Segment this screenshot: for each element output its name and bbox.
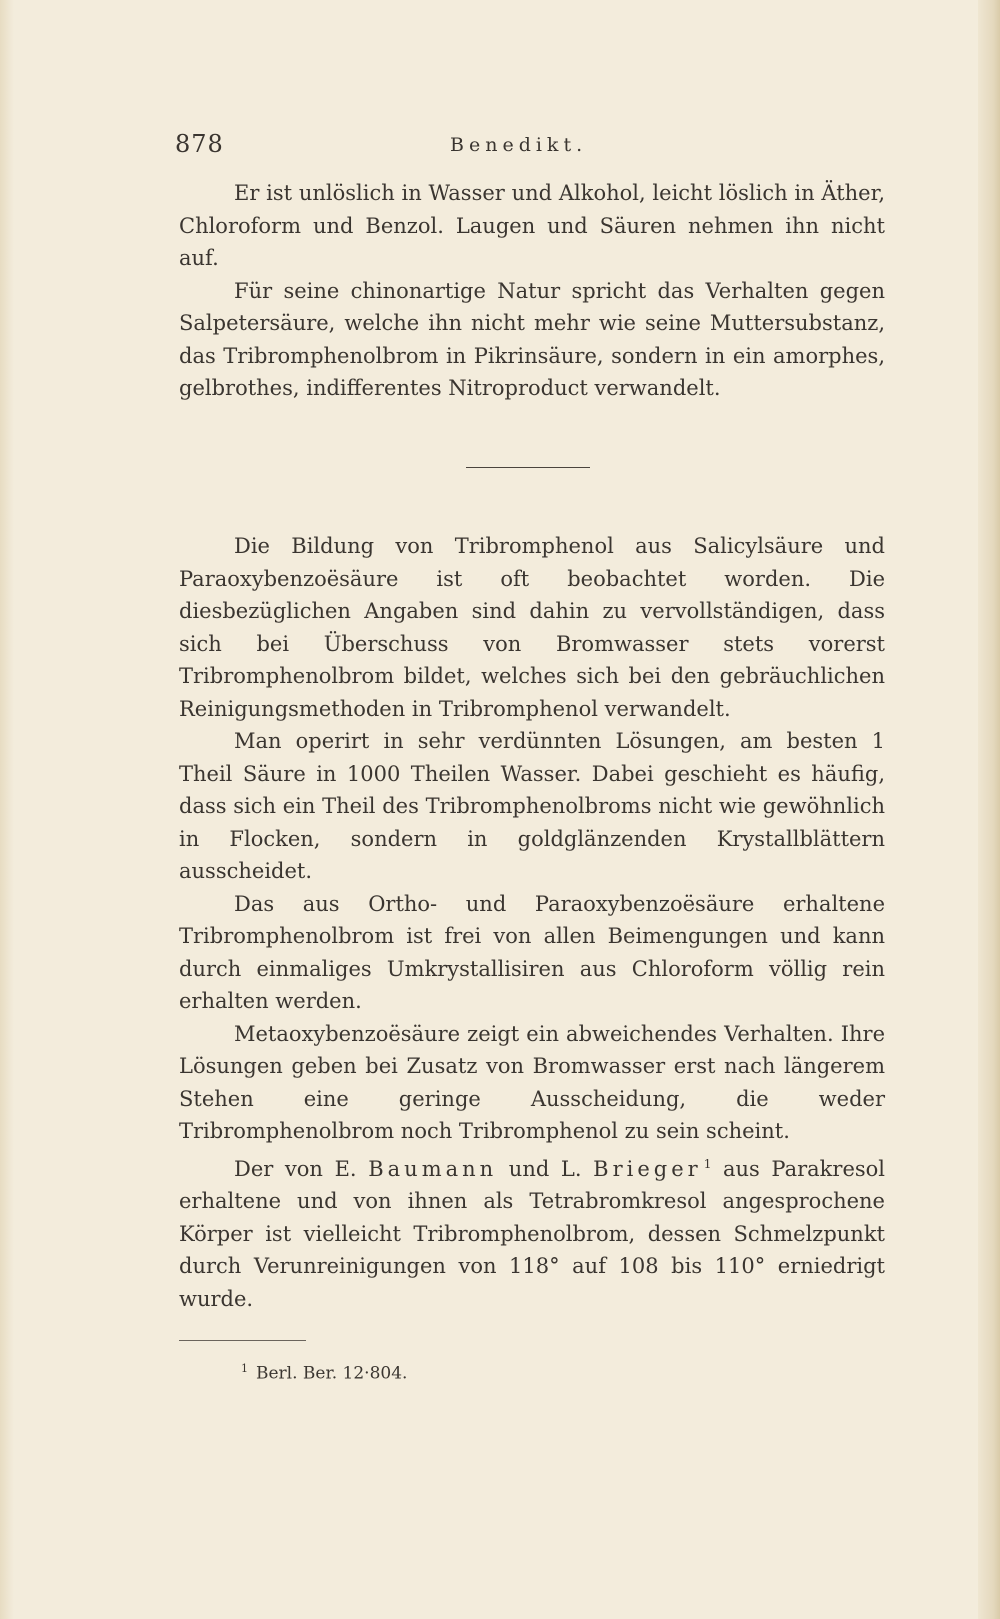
paragraph-last bbox=[179, 1148, 885, 1316]
author-name: Brieger bbox=[593, 1156, 702, 1181]
text-run: Der von E. bbox=[234, 1156, 369, 1181]
footnote bbox=[241, 1362, 407, 1384]
page-number: 878 bbox=[175, 130, 224, 158]
paragraph: Die Bildung von Tribromphenol aus Salicylsäure und Paraoxybenzoësäure ist oft beobachtet worden. Die diesbezüglichen Angaben sind dahin zu vervollständigen, dass sich bei Überschuss von Bromwasser stets vorerst Tribromphenolbrom bildet, welches sich bei den gebräuchlichen Reinigungsmethoden in Tribromphenol verwandelt. bbox=[179, 534, 885, 721]
paragraph: Metaoxybenzoësäure zeigt ein abweichendes Verhalten. Ihre Lösungen geben bei Zusatz von Bromwasser erst nach längerem Stehen eine geringe Ausscheidung, die weder Tribromphenolbrom noch Tribromphenol zu sein scheint. bbox=[179, 1021, 885, 1143]
footnote-mark: 1 bbox=[241, 1362, 248, 1375]
footnote-text: Berl. Ber. 12·804. bbox=[256, 1363, 408, 1384]
page-header bbox=[175, 130, 885, 166]
text-run: aus Parakresol erhaltene und von ihnen als Tetrabromkresol angesprochene Körper ist vielleicht Tribromphenolbrom, dessen Schmelzpunkt durch Verunreinigungen von 118° auf 108 bis 110° erniedrigt wurde. bbox=[179, 1156, 886, 1311]
page-right-edge bbox=[978, 0, 1000, 1619]
main-section bbox=[179, 530, 885, 1315]
footnote-reference[interactable]: 1 bbox=[703, 1156, 712, 1171]
paragraph: Für seine chinonartige Natur spricht das Verhalten gegen Salpetersäure, welche ihn nicht mehr wie seine Muttersubstanz, das Tribromphenolbrom in Pikrinsäure, sondern in ein amorphes, gelbrothes, indifferentes Nitroproduct verwandelt. bbox=[179, 278, 885, 400]
paragraph: Das aus Ortho- und Paraoxybenzoësäure erhaltene Tribromphenolbrom ist frei von allen Beimengungen und kann durch einmaliges Umkrystallisiren aus Chloroform völlig rein erhalten werden. bbox=[179, 891, 885, 1013]
section-divider bbox=[466, 467, 590, 468]
text-run: und L. bbox=[497, 1156, 594, 1181]
running-head: Benedikt. bbox=[450, 134, 588, 156]
paragraph: Er ist unlöslich in Wasser und Alkohol, leicht löslich in Äther, Chloroform und Benzol. Laugen und Säuren nehmen ihn nicht auf. bbox=[179, 181, 885, 270]
footnote-divider bbox=[179, 1340, 306, 1341]
author-name: Baumann bbox=[368, 1156, 498, 1181]
paragraph: Man operirt in sehr verdünnten Lösungen, am besten 1 Theil Säure in 1000 Theilen Wasser. Dabei geschieht es häufig, dass sich ein Theil des Tribromphenolbroms nicht wie gewöhnlich in Flocken, sondern in goldglänzenden Krystallblättern ausscheidet. bbox=[179, 729, 885, 883]
top-section bbox=[179, 177, 885, 405]
page-left-edge bbox=[0, 0, 14, 1619]
